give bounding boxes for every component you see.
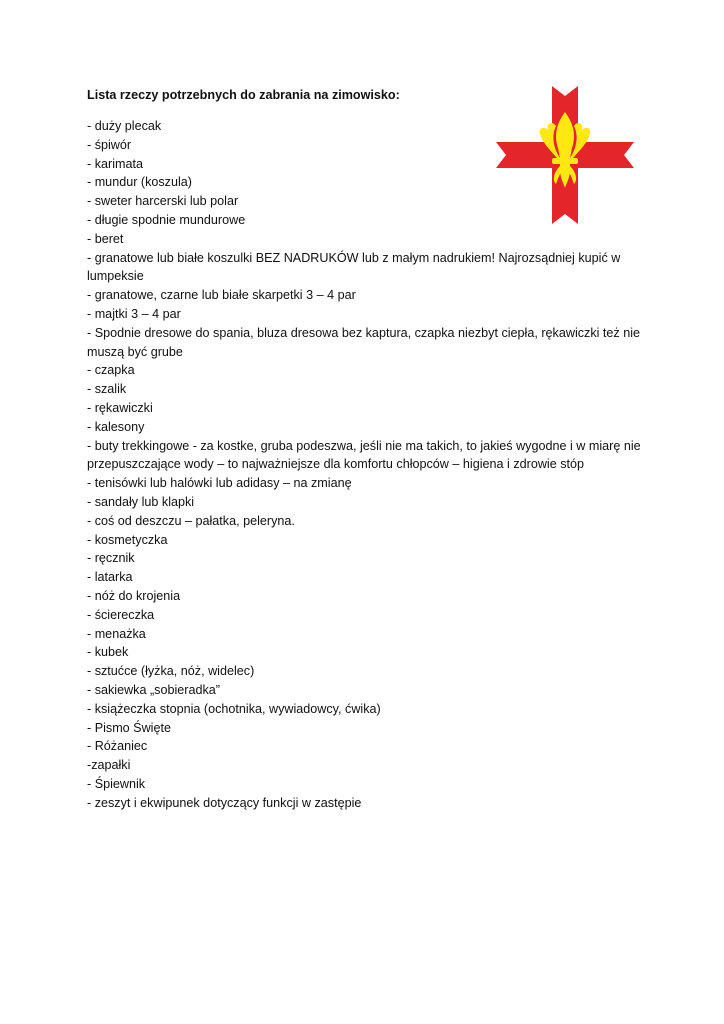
- list-item: - majtki 3 – 4 par: [87, 306, 181, 321]
- list-item: - sztućce (łyżka, nóż, widelec): [87, 664, 255, 679]
- list-item: - coś od deszczu – pałatka, peleryna.: [87, 513, 295, 528]
- list-item: - nóż do krojenia: [87, 588, 181, 603]
- list-item: - czapka: [87, 363, 135, 378]
- list-item: - książeczka stopnia (ochotnika, wywiadowcy, ćwika): [87, 701, 381, 716]
- list-item: - duży plecak: [87, 119, 162, 133]
- list-item: - kalesony: [87, 419, 145, 434]
- list-item: - Pismo Święte: [87, 720, 171, 735]
- list-item: - Śpiewnik: [87, 776, 146, 791]
- list-item: - beret: [87, 231, 124, 246]
- scout-cross-lily-icon: [494, 84, 636, 226]
- list-item: - zeszyt i ekwipunek dotyczący funkcji w zastępie: [87, 795, 362, 810]
- list-item: -zapałki: [87, 758, 131, 773]
- list-item: - kubek: [87, 645, 129, 660]
- list-item: - rękawiczki: [87, 400, 153, 415]
- list-item: - granatowe lub białe koszulki BEZ NADRUKÓW lub z małym nadrukiem! Najrozsądniej kupić w lumpeksie: [87, 250, 621, 284]
- list-item: - tenisówki lub halówki lub adidasy – na zmianę: [87, 476, 352, 491]
- list-item: - buty trekkingowe - za kostke, gruba podeszwa, jeśli nie ma takich, to jakieś wygodne i w miarę nie przepuszczające wody – to najważniejsze dla komfortu chłopców – higiena i zdrowie stóp: [87, 438, 641, 472]
- list-item: - długie spodnie mundurowe: [87, 212, 246, 227]
- list-item: - mundur (koszula): [87, 175, 192, 190]
- list-item: - karimata: [87, 156, 143, 171]
- list-item: - kosmetyczka: [87, 532, 168, 547]
- list-item: - ściereczka: [87, 607, 155, 622]
- list-item: - sakiewka „sobieradka”: [87, 682, 220, 697]
- list-item: - Różaniec: [87, 739, 148, 754]
- list-item: - menażka: [87, 626, 146, 641]
- list-title: Lista rzeczy potrzebnych do zabrania na zimowisko:: [87, 88, 400, 102]
- list-item: - Spodnie dresowe do spania, bluza dresowa bez kaptura, czapka niezbyt ciepła, rękawiczki też nie muszą być grube: [87, 325, 641, 359]
- list-item: - ręcznik: [87, 551, 135, 566]
- list-item: - szalik: [87, 382, 127, 397]
- list-item: - śpiwór: [87, 137, 132, 152]
- list-item: - latarka: [87, 570, 133, 585]
- list-item: - granatowe, czarne lub białe skarpetki 3 – 4 par: [87, 288, 356, 303]
- list-item: - sweter harcerski lub polar: [87, 194, 239, 209]
- list-item: - sandały lub klapki: [87, 494, 195, 509]
